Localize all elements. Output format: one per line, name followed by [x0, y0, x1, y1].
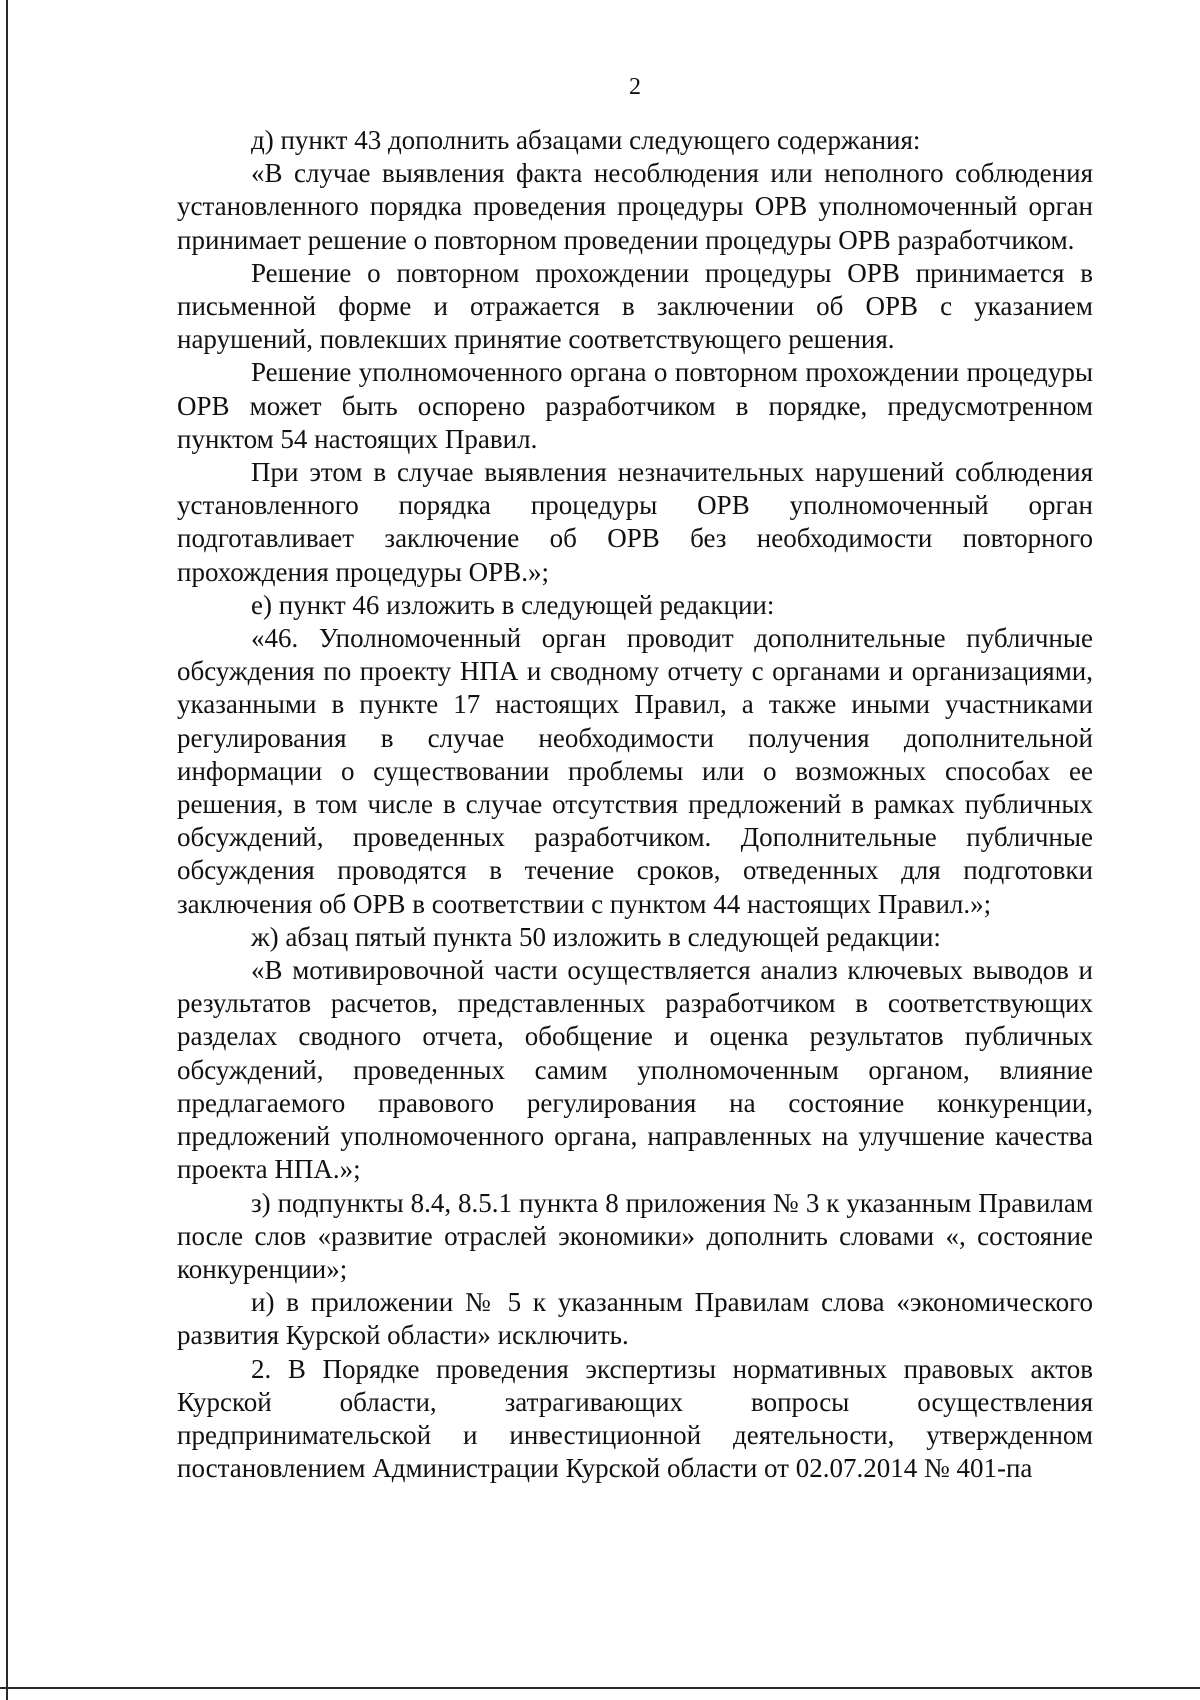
paragraph-item-d: д) пункт 43 дополнить абзацами следующего содержания:: [251, 125, 921, 155]
paragraph-repeat-decision: Решение о повторном прохождении процедуры ОРВ принимается в письменной форме и отражается в заключении об ОРВ с указанием нарушений, повлекших принятие соответствующего решения.: [177, 257, 1093, 355]
scan-edge-bottom: [0, 1687, 1200, 1689]
paragraph-section-2: 2. В Порядке проведения экспертизы нормативных правовых актов Курской области, затрагивающих вопросы осуществления предпринимательской и инвестиционной деятельности, утвержденном постановлением Администрации Курской области от 02.07.2014 № 401-па: [177, 1353, 1093, 1484]
paragraph-quote-violation: «В случае выявления факта несоблюдения или неполного соблюдения установленного порядка проведения процедуры ОРВ уполномоченный орган принимает решение о повторном проведении процедуры ОРВ разработчиком.: [177, 158, 1093, 255]
paragraph-item-z: з) подпункты 8.4, 8.5.1 пункта 8 приложения № 3 к указанным Правилам после слов «развитие отраслей экономики» дополнить словами «, состояние конкуренции»;: [177, 1187, 1093, 1284]
paragraph-minor-violations: При этом в случае выявления незначительных нарушений соблюдения установленного порядка процедуры ОРВ уполномоченный орган подготавливает заключение об ОРВ без необходимости повторного прохождения процедуры ОРВ.»;: [177, 457, 1093, 587]
paragraph-item-i: и) в приложении № 5 к указанным Правилам слова «экономического развития Курской области» исключить.: [177, 1287, 1093, 1351]
paragraph-appeal: Решение уполномоченного органа о повторном прохождении процедуры ОРВ может быть оспорено разработчиком в порядке, предусмотренном пунктом 54 настоящих Правил.: [177, 357, 1093, 454]
paragraph-item-e: е) пункт 46 изложить в следующей редакции:: [251, 589, 775, 620]
page-number: 2: [629, 74, 641, 100]
paragraph-item-zh: ж) абзац пятый пункта 50 изложить в следующей редакции:: [251, 921, 941, 952]
paragraph-point-46: «46. Уполномоченный орган проводит дополнительные публичные обсуждения по проекту НПА и сводному отчету с органами и организациями, указанными в пункте 17 настоящих Правил, а также иными участниками регулирования в случае необходимости получения дополнительной информации о существовании проблемы или о возможных способах ее решения, в том числе в случае отсутствия предложений в рамках публичных обсуждений, проведенных разработчиком. Дополнительные публичные обсуждения проводятся в течение сроков, отведенных для подготовки заключения об ОРВ в соответствии с пунктом 44 настоящих Правил.»;: [177, 623, 1093, 919]
document-body: [177, 124, 1093, 1485]
scan-edge-left: [6, 0, 8, 1700]
paragraph-motivation: «В мотивировочной части осуществляется анализ ключевых выводов и результатов расчетов, представленных разработчиком в соответствующих разделах сводного отчета, обобщение и оценка результатов публичных обсуждений, проведенных самим уполномоченным органом, влияние предлагаемого правового регулирования на состояние конкуренции, предложений уполномоченного органа, направленных на улучшение качества проекта НПА.»;: [177, 955, 1093, 1185]
